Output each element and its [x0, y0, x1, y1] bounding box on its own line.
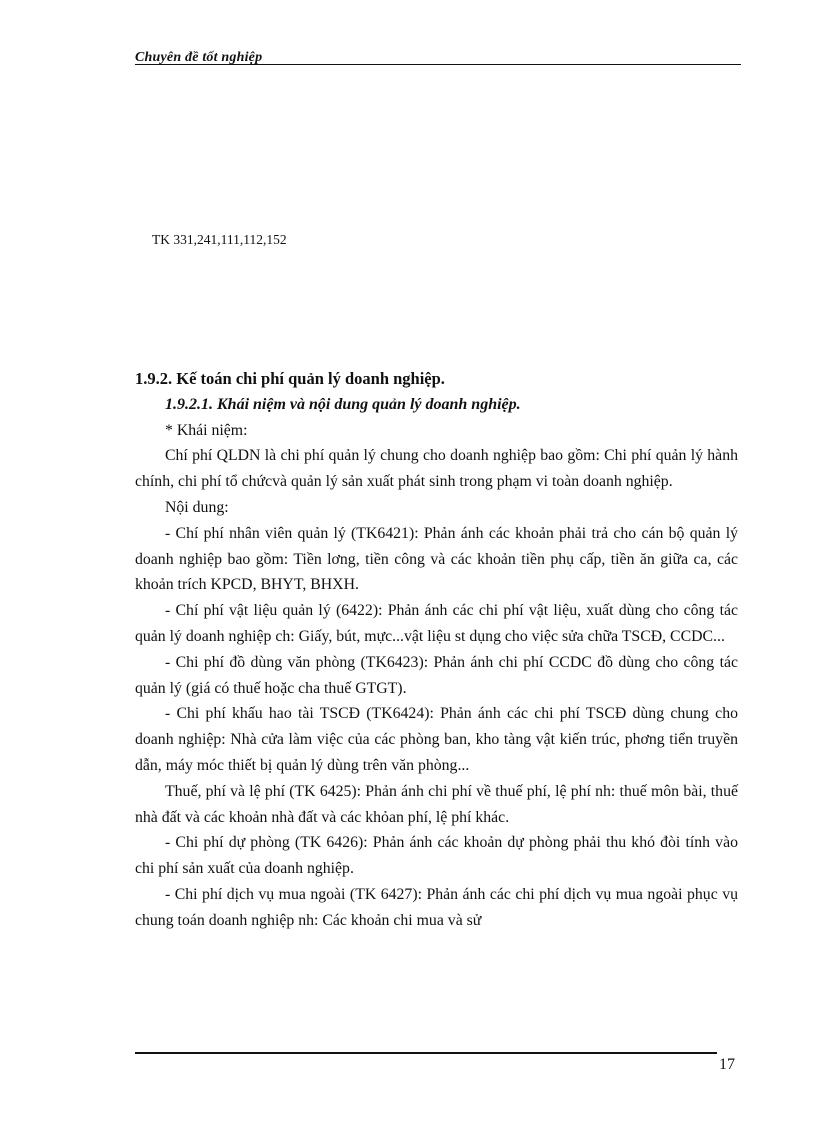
subsection-heading: 1.9.2.1. Khái niệm và nội dung quản lý doanh nghiệp. — [165, 395, 521, 413]
paragraph-tk6421: - Chí phí nhân viên quản lý (TK6421): Phản ánh các khoản phải trả cho cán bộ quản lý doanh nghiệp bao gồm: Tiền lơng, tiền công và các khoản tiền phụ cấp, tiền ăn giữa ca, các khoản trích KPCD, BHYT, BHXH. — [135, 524, 738, 594]
footer-rule — [135, 1052, 717, 1054]
paragraph-tk6425: Thuế, phí và lệ phí (TK 6425): Phản ánh chi phí về thuế phí, lệ phí nh: thuế môn bài, thuế nhà đất và các khoản nhà đất và các khỏan phí, lệ phí khác. — [135, 782, 738, 826]
page-number: 17 — [719, 1056, 735, 1073]
paragraph-tk6424: - Chi phí khấu hao tài TSCĐ (TK6424): Phản ánh các chi phí TSCĐ dùng chung cho doanh nghiệp: Nhà cửa làm việc của các phòng ban, kho tàng vật kiến trúc, phơng tiển truyền dẫn, máy móc thiết bị quản lý dùng trên văn phòng... — [135, 705, 738, 774]
paragraph-tk6423: - Chi phí đồ dùng văn phòng (TK6423): Phản ánh chi phí CCDC đồ dùng cho công tác quản lý (giá có thuế hoặc cha thuế GTGT). — [135, 653, 738, 697]
paragraph-tk6426: - Chi phí dự phòng (TK 6426): Phản ánh các khoản dự phòng phải thu khó đòi tính vào chi phí sản xuất của doanh nghiệp. — [135, 834, 738, 878]
paragraph-tk6422: - Chí phí vật liệu quản lý (6422): Phản ánh các chi phí vật liệu, xuất dùng cho công tác quản lý doanh nghiệp ch: Giấy, bút, mực...vật liệu st dụng cho việc sửa chữa TSCĐ, CCDC... — [135, 602, 738, 645]
header-rule — [135, 64, 741, 65]
paragraph-definition: Chí phí QLDN là chi phí quản lý chung cho doanh nghiệp bao gồm: Chi phí quản lý hành chính, chi phí tổ chứcvà quản lý sản xuất phát sinh trong phạm vi toàn doanh nghiệp. — [135, 447, 738, 491]
page-body — [135, 366, 738, 934]
paragraph-definition-label: * Khái niệm: — [165, 421, 248, 439]
diagram-account-label: TK 331,241,111,112,152 — [152, 232, 287, 247]
paragraph-tk6427: - Chi phí dịch vụ mua ngoài (TK 6427): Phản ánh các chi phí dịch vụ mua ngoài phục vụ chung toán doanh nghiệp nh: Các khoản chi mua và sử — [135, 885, 738, 929]
running-header-title: Chuyên đề tốt nghiệp — [135, 50, 263, 65]
section-heading: 1.9.2. Kế toán chi phí quản lý doanh nghiệp. — [135, 369, 445, 388]
paragraph-content-label: Nội dung: — [165, 498, 229, 516]
